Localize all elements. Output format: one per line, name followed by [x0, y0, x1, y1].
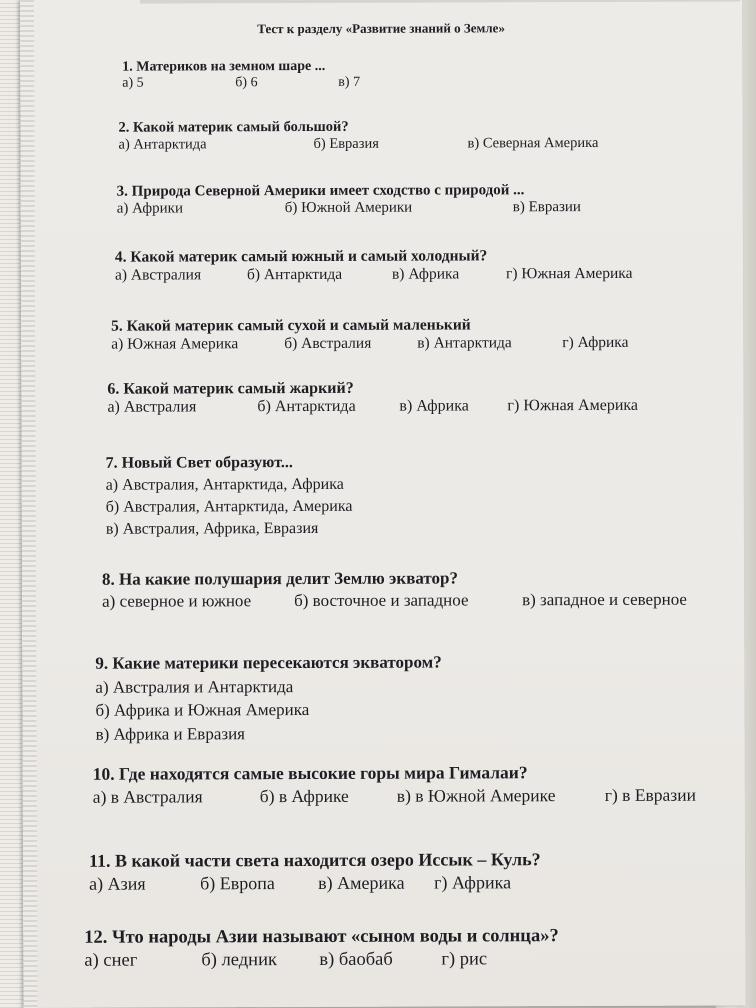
sheet-binding-edge [20, 0, 38, 1008]
answer-option: в) Америка [318, 872, 405, 893]
answer-option: а) Африки [116, 200, 183, 217]
page-title: Тест к разделу «Развитие знаний о Земле» [257, 20, 505, 37]
question-5 [111, 316, 629, 355]
question-text: 11. В какой части света находится озеро Иссык – Куль? [88, 849, 541, 871]
question-text: 1. Материков на земном шаре ... [122, 58, 326, 75]
answer-option: а) Южная Америка [111, 335, 239, 353]
answer-option: б) Австралия [284, 334, 372, 353]
answer-option: в) Антарктида [417, 334, 512, 352]
answer-option: б) ледник [201, 950, 277, 971]
answer-option: а) Австралия [114, 266, 202, 284]
answer-option: б) Антарктида [246, 265, 343, 284]
answer-option: б) 6 [235, 75, 258, 91]
question-10 [92, 762, 696, 810]
answer-option: б) восточное и западное [294, 590, 469, 611]
question-text: 8. На какие полушария делит Землю экватор? [101, 568, 459, 589]
answer-option: а) северное и южное [102, 591, 252, 611]
question-text: 4. Какой материк самый южный и самый холодный? [114, 247, 488, 266]
answer-option: в) Африка и Евразия [95, 723, 246, 744]
answer-option: б) Африка и Южная Америка [95, 699, 310, 720]
question-text: 12. Что народы Азии называют «сыном воды и солнца»? [84, 926, 559, 948]
answer-option: а) 5 [122, 75, 144, 91]
question-text: 2. Какой материк самый большой? [118, 118, 349, 136]
answer-option: б) Южной Америки [284, 199, 413, 217]
answer-option: в) Африка [391, 265, 460, 283]
question-text: 3. Природа Северной Америки имеет сходство с природой ... [116, 182, 525, 200]
answer-option: в) Африка [399, 397, 469, 415]
test-sheet [20, 0, 746, 1008]
question-text: 7. Новый Свет образуют... [105, 454, 293, 472]
answer-option: а) Австралия и Антарктида [95, 676, 294, 697]
answer-option: г) рис [441, 949, 488, 970]
answer-option: б) Антарктида [257, 397, 356, 416]
sheet-top-edge [140, 0, 740, 4]
question-2 [118, 118, 599, 156]
answer-option: а) Австралия [107, 398, 197, 416]
question-7 [106, 452, 353, 541]
answer-option: в) западное и северное [522, 589, 687, 610]
answer-option: а) в Австралия [92, 786, 203, 807]
answer-option: г) в Евразии [604, 784, 696, 805]
question-3 [116, 182, 581, 219]
answer-option: в) баобаб [319, 949, 393, 970]
answer-option: а) Азия [89, 873, 146, 894]
answer-option: г) Южная Америка [507, 396, 639, 415]
question-text: 5. Какой материк самый сухой и самый маленький [111, 316, 471, 335]
answer-option: б) Евразия [313, 135, 379, 152]
question-4 [114, 247, 633, 286]
answer-option: г) Африка [562, 333, 629, 352]
answer-option: в) Австралия, Африка, Евразия [105, 519, 319, 538]
answer-option: а) Австралия, Антарктида, Африка [105, 475, 344, 494]
answer-option: а) снег [84, 950, 138, 971]
answer-option: в) Северная Америка [467, 134, 599, 152]
answer-option: г) Южная Америка [505, 264, 633, 283]
question-1 [122, 58, 361, 94]
answer-option: б) Австралия, Антарктида, Америка [105, 497, 353, 516]
question-12 [84, 926, 559, 976]
question-9 [95, 651, 442, 746]
answer-option: в) в Южной Америке [396, 785, 556, 806]
question-text: 10. Где находятся самые высокие горы мира Гималаи? [92, 762, 528, 784]
question-8 [101, 568, 687, 613]
answer-option: б) в Африке [259, 785, 349, 807]
question-text: 6. Какой материк самый жаркий? [107, 379, 354, 398]
answer-option: в) Евразии [512, 199, 581, 216]
answer-option: б) Европа [200, 873, 275, 894]
question-6 [107, 379, 639, 420]
answer-option: г) Африка [434, 872, 512, 893]
answer-option: в) 7 [338, 74, 361, 90]
question-11 [89, 849, 541, 898]
question-text: 9. Какие материки пересекаются экватором? [95, 652, 442, 673]
answer-option: а) Антарктида [118, 136, 207, 153]
